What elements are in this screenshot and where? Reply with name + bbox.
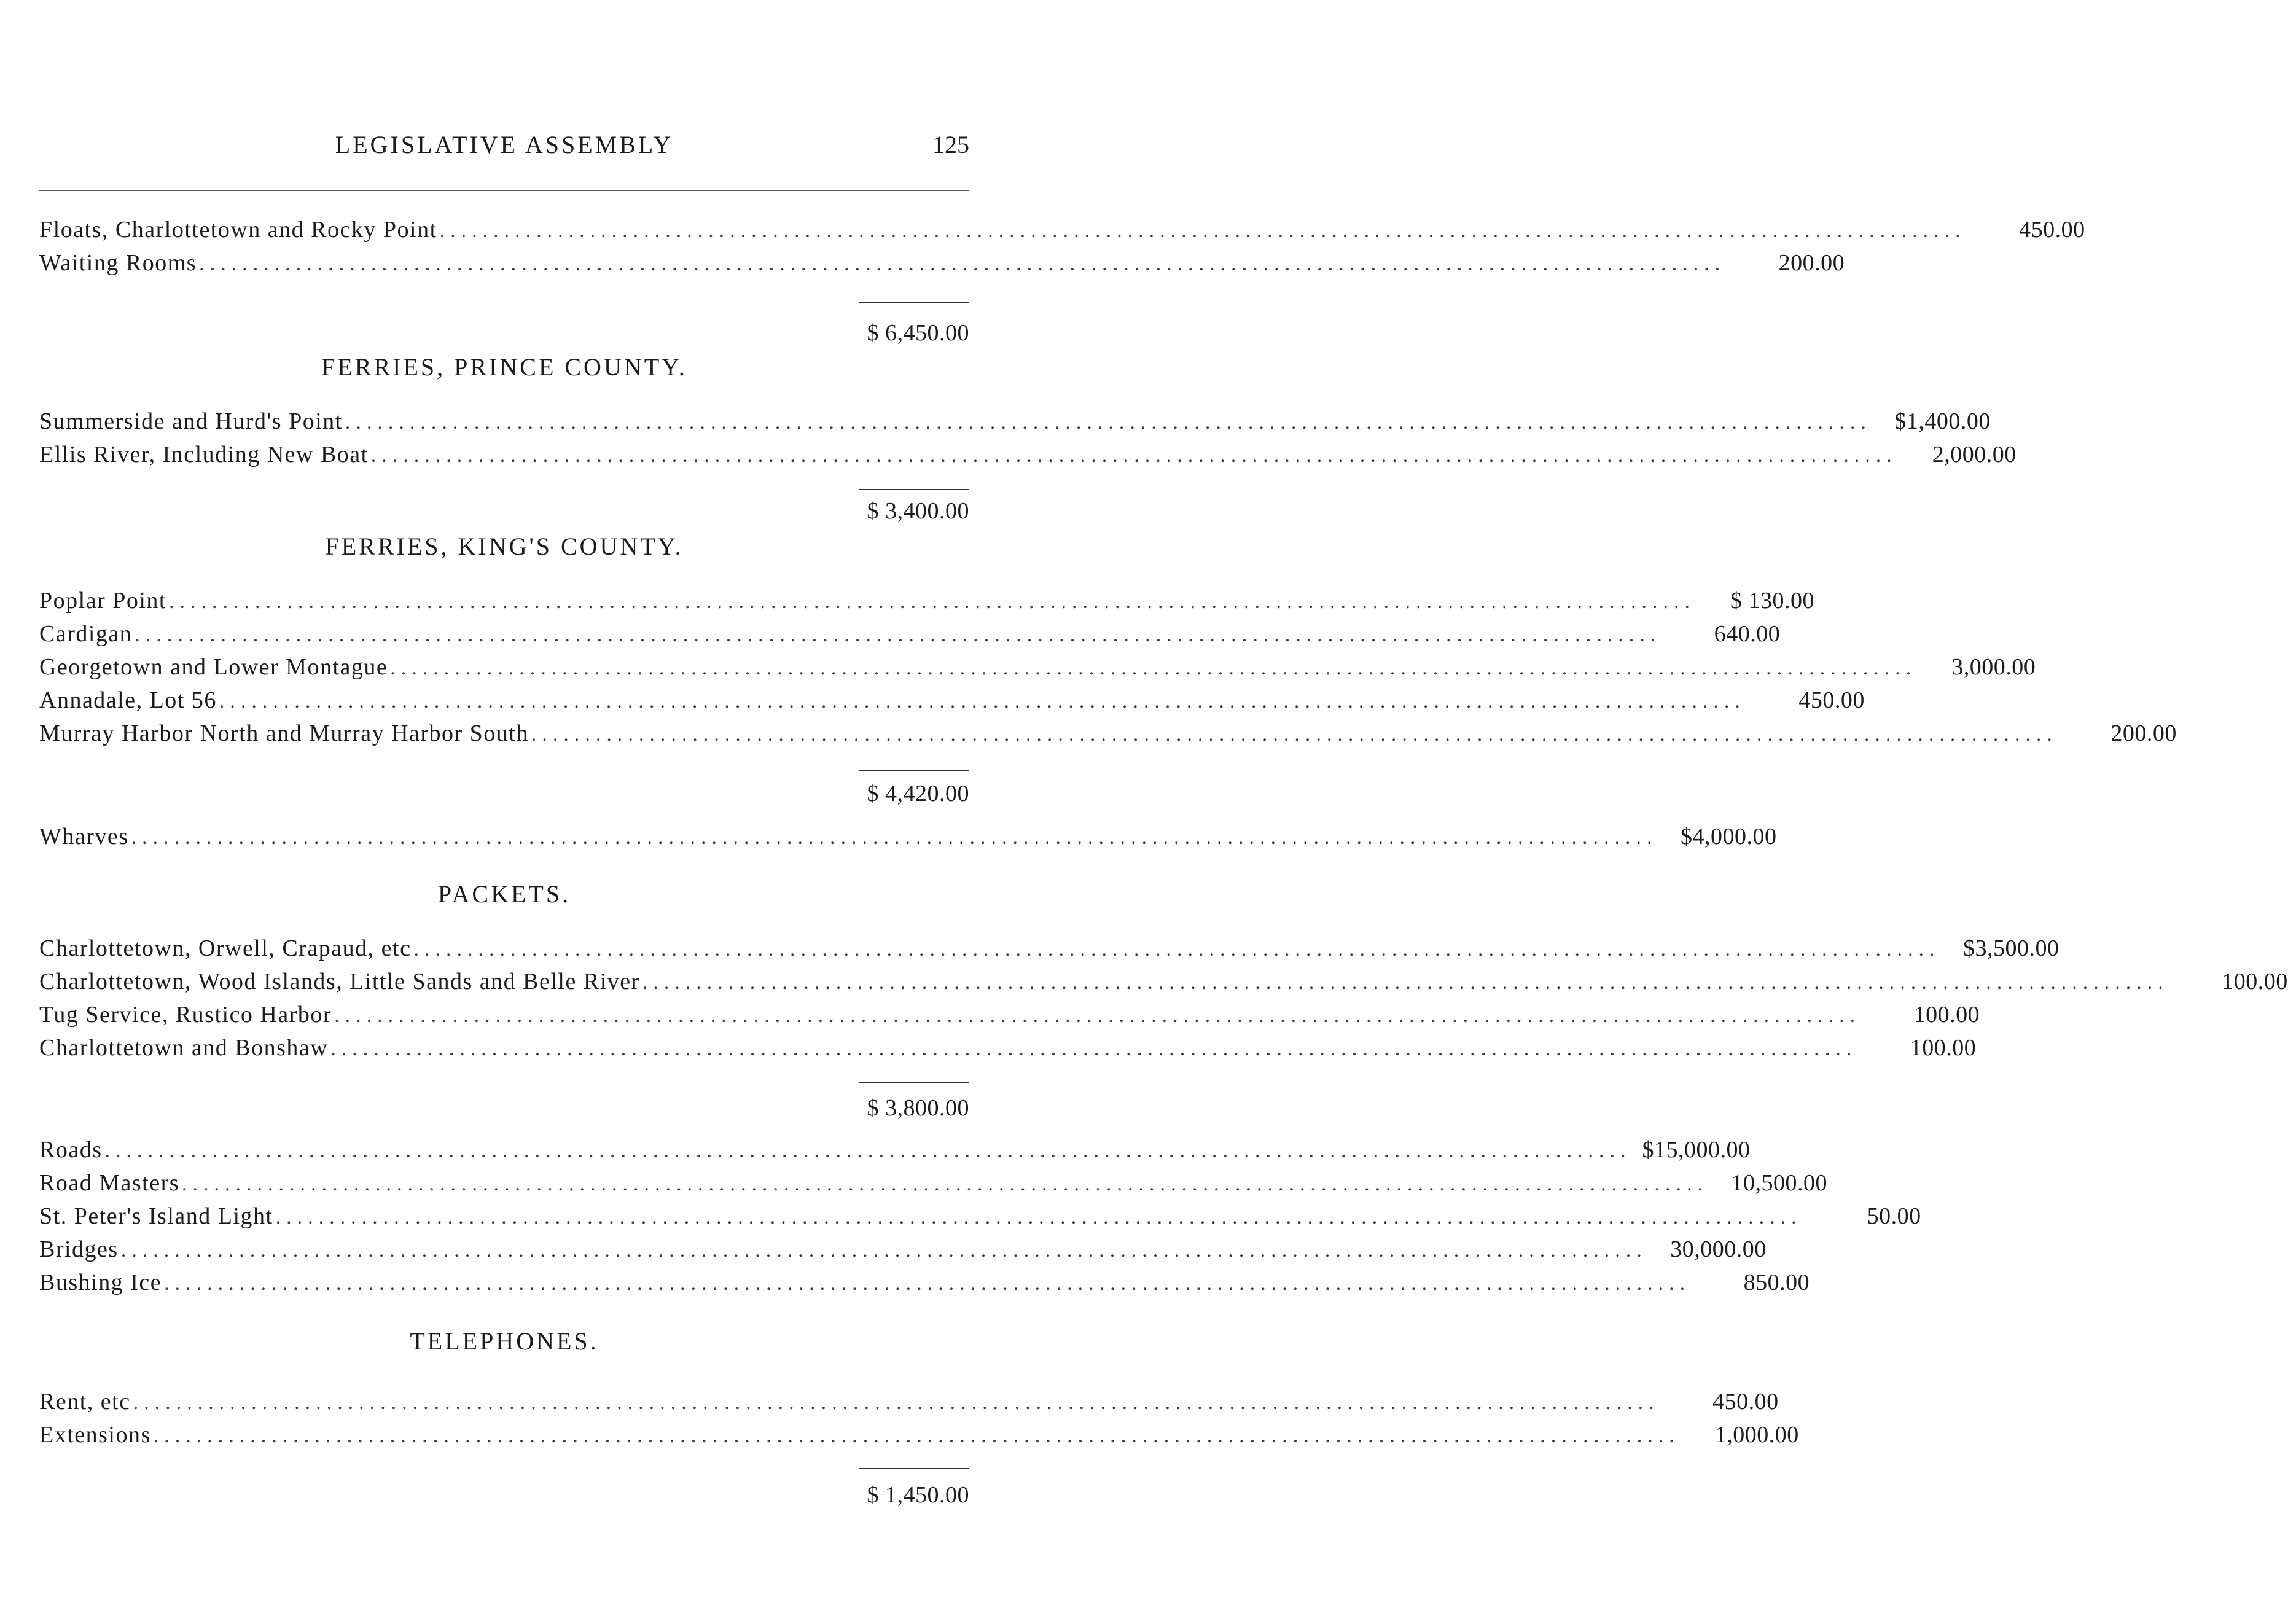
line-item bbox=[39, 823, 1777, 856]
item-label: Charlottetown, Wood Islands, Little Sands and Belle River bbox=[39, 969, 640, 994]
line-item bbox=[39, 1034, 1977, 1068]
item-amount: 30,000.00 bbox=[1670, 1236, 1767, 1262]
line-item bbox=[39, 654, 2036, 687]
line-item bbox=[39, 687, 1865, 720]
dot-leader: .............................................................................................................................................. bbox=[219, 690, 1746, 712]
line-item bbox=[39, 441, 2017, 474]
dot-leader: .............................................................................................................................................. bbox=[390, 657, 1917, 679]
section-heading: FERRIES, KING'S COUNTY. bbox=[325, 533, 684, 560]
item-label: Charlottetown and Bonshaw bbox=[39, 1035, 329, 1061]
item-amount: 850.00 bbox=[1743, 1270, 1810, 1295]
item-amount: 450.00 bbox=[2019, 217, 2085, 243]
dot-leader: .............................................................................................................................................. bbox=[182, 1173, 1709, 1195]
subtotal: $ 1,450.00 bbox=[867, 1482, 969, 1508]
item-amount: 1,000.00 bbox=[1714, 1422, 1799, 1448]
dot-leader: .............................................................................................................................................. bbox=[345, 411, 1872, 434]
dot-leader: .............................................................................................................................................. bbox=[330, 1037, 1857, 1060]
dot-leader: .............................................................................................................................................. bbox=[413, 938, 1940, 961]
subtotal-rule bbox=[859, 1082, 969, 1083]
dot-leader: .............................................................................................................................................. bbox=[153, 1424, 1680, 1447]
dot-leader: .............................................................................................................................................. bbox=[642, 971, 2169, 994]
line-item bbox=[39, 408, 1991, 441]
line-item bbox=[39, 1169, 1828, 1203]
section-heading: TELEPHONES. bbox=[410, 1327, 599, 1355]
line-item bbox=[39, 1001, 1980, 1034]
item-amount: 50.00 bbox=[1867, 1203, 1921, 1229]
subtotal-rule bbox=[859, 302, 969, 303]
item-amount: 100.00 bbox=[2222, 969, 2288, 994]
item-label: Charlottetown, Orwell, Crapaud, etc bbox=[39, 935, 412, 961]
item-label: Georgetown and Lower Montague bbox=[39, 654, 388, 680]
dot-leader: .............................................................................................................................................. bbox=[131, 826, 1658, 849]
item-amount: 200.00 bbox=[1778, 250, 1845, 276]
item-label: Annadale, Lot 56 bbox=[39, 687, 217, 713]
item-amount: $1,400.00 bbox=[1894, 408, 1991, 434]
dot-leader: .............................................................................................................................................. bbox=[275, 1206, 1802, 1228]
dot-leader: .............................................................................................................................................. bbox=[120, 1239, 1647, 1262]
section-heading: PACKETS. bbox=[437, 880, 571, 908]
item-label: Ellis River, Including New Boat bbox=[39, 442, 369, 467]
item-amount: 2,000.00 bbox=[1932, 442, 2017, 467]
line-item bbox=[39, 935, 2060, 968]
item-amount: 100.00 bbox=[1913, 1002, 1980, 1028]
line-item bbox=[39, 1421, 1799, 1454]
item-label: Floats, Charlottetown and Rocky Point bbox=[39, 217, 437, 243]
item-amount: 640.00 bbox=[1714, 621, 1781, 647]
dot-leader: .............................................................................................................................................. bbox=[531, 723, 2058, 746]
line-item bbox=[39, 1236, 1767, 1269]
dot-leader: .............................................................................................................................................. bbox=[135, 623, 1661, 646]
line-item bbox=[39, 720, 2177, 753]
dot-leader: .............................................................................................................................................. bbox=[199, 252, 1726, 275]
item-label: Bushing Ice bbox=[39, 1270, 162, 1295]
item-amount: 10,500.00 bbox=[1731, 1170, 1828, 1196]
item-amount: 450.00 bbox=[1798, 687, 1865, 713]
page-header bbox=[39, 130, 969, 167]
item-label: Wharves bbox=[39, 824, 129, 849]
dot-leader: .............................................................................................................................................. bbox=[133, 1391, 1660, 1414]
subtotal: $ 3,400.00 bbox=[867, 498, 969, 524]
line-item bbox=[39, 249, 1845, 283]
line-item bbox=[39, 1388, 1779, 1421]
item-label: Murray Harbor North and Murray Harbor South bbox=[39, 720, 529, 746]
item-amount: 100.00 bbox=[1910, 1035, 1977, 1061]
item-label: Summerside and Hurd's Point bbox=[39, 408, 343, 434]
item-label: Extensions bbox=[39, 1422, 151, 1448]
line-item bbox=[39, 216, 2085, 249]
item-amount: $3,500.00 bbox=[1962, 935, 2060, 961]
page-number: 125 bbox=[932, 131, 969, 158]
dot-leader: .............................................................................................................................................. bbox=[439, 219, 1966, 242]
item-amount: 3,000.00 bbox=[1951, 654, 2036, 680]
section-heading: FERRIES, PRINCE COUNTY. bbox=[321, 353, 687, 381]
subtotal: $ 3,800.00 bbox=[867, 1095, 969, 1121]
line-item bbox=[39, 620, 1781, 654]
running-title: LEGISLATIVE ASSEMBLY bbox=[335, 131, 674, 158]
item-label: Tug Service, Rustico Harbor bbox=[39, 1002, 332, 1028]
subtotal-rule bbox=[859, 770, 969, 771]
item-label: St. Peter's Island Light bbox=[39, 1203, 273, 1229]
item-amount: 450.00 bbox=[1712, 1389, 1779, 1415]
item-label: Poplar Point bbox=[39, 588, 166, 614]
item-label: Rent, etc bbox=[39, 1389, 131, 1415]
item-label: Bridges bbox=[39, 1236, 119, 1262]
item-label: Waiting Rooms bbox=[39, 250, 197, 276]
line-item bbox=[39, 1269, 1810, 1302]
item-label: Cardigan bbox=[39, 621, 133, 647]
header-rule bbox=[39, 190, 969, 191]
dot-leader: .............................................................................................................................................. bbox=[104, 1139, 1631, 1162]
item-amount: $4,000.00 bbox=[1681, 824, 1777, 849]
subtotal-rule bbox=[859, 1468, 969, 1469]
item-label: Roads bbox=[39, 1137, 103, 1163]
subtotal-rule bbox=[859, 489, 969, 490]
line-item bbox=[39, 1203, 1921, 1236]
item-label: Road Masters bbox=[39, 1170, 180, 1196]
line-item bbox=[39, 1136, 1751, 1169]
item-amount: $15,000.00 bbox=[1642, 1137, 1751, 1163]
subtotal: $ 6,450.00 bbox=[867, 320, 969, 346]
line-item bbox=[39, 587, 1814, 620]
dot-leader: .............................................................................................................................................. bbox=[334, 1004, 1861, 1027]
item-amount: $ 130.00 bbox=[1730, 588, 1814, 614]
line-item bbox=[39, 968, 2288, 1001]
dot-leader: .............................................................................................................................................. bbox=[370, 444, 1897, 467]
item-amount: 200.00 bbox=[2110, 720, 2177, 746]
dot-leader: .............................................................................................................................................. bbox=[164, 1272, 1691, 1295]
dot-leader: .............................................................................................................................................. bbox=[168, 590, 1695, 613]
subtotal: $ 4,420.00 bbox=[867, 781, 969, 806]
